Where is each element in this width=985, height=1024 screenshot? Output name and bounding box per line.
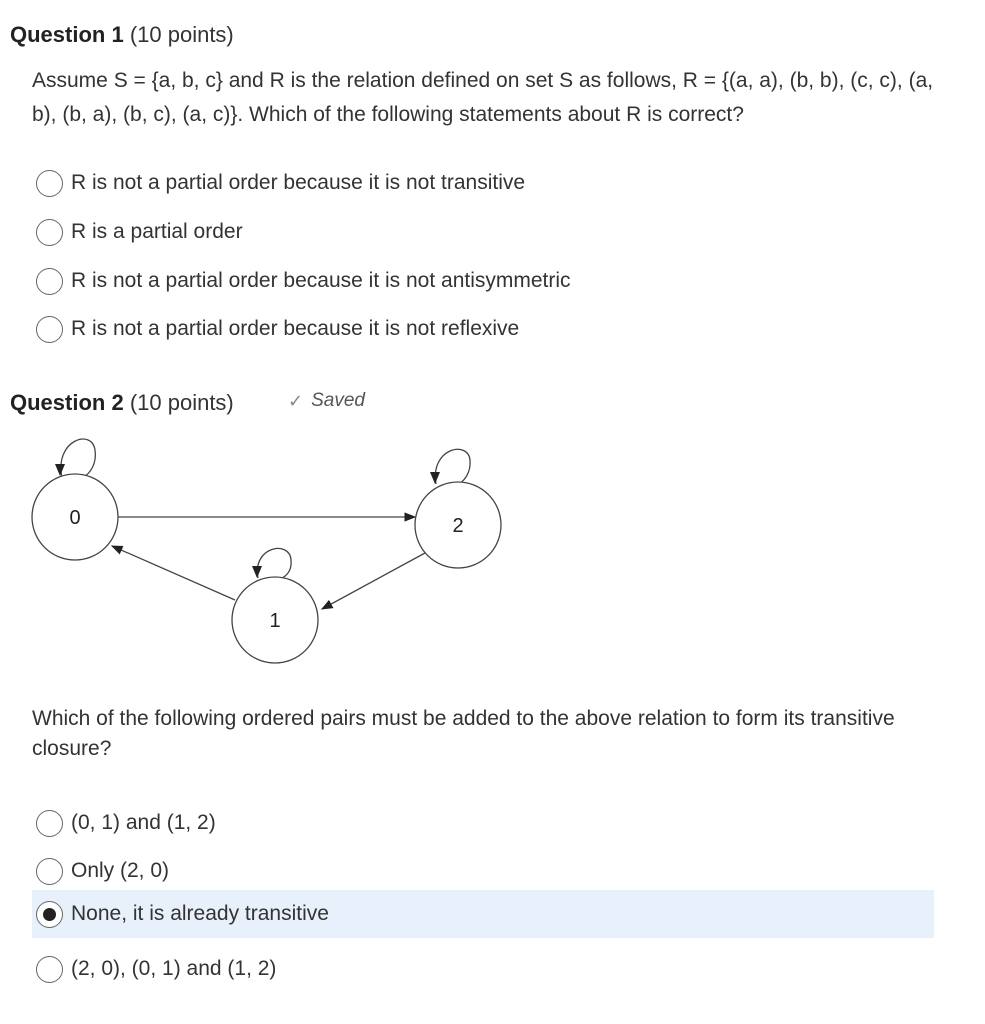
q1-option-1-label: R is not a partial order because it is not transitive xyxy=(71,171,526,194)
q2-option-3[interactable] xyxy=(32,890,934,938)
q1-option-3[interactable] xyxy=(32,257,934,305)
node-1-label: 1 xyxy=(269,610,281,632)
q1-option-4-label: R is not a partial order because it is not reflexive xyxy=(71,317,520,340)
q2-option-3-label: None, it is already transitive xyxy=(71,902,329,925)
q2-option-4-label: (2, 0), (0, 1) and (1, 2) xyxy=(71,957,277,980)
self-loop-0 xyxy=(61,439,95,478)
q2-option-1[interactable] xyxy=(32,799,934,847)
self-loop-0-arrow xyxy=(55,464,65,476)
q1-option-2[interactable] xyxy=(32,208,934,256)
node-2-label: 2 xyxy=(452,515,464,537)
radio-button[interactable] xyxy=(36,858,63,885)
radio-button-selected[interactable] xyxy=(36,901,63,928)
q2-option-1-label: (0, 1) and (1, 2) xyxy=(71,811,216,834)
q1-option-1[interactable] xyxy=(32,159,934,207)
saved-status xyxy=(288,390,365,412)
question-2-label: Question 2 xyxy=(10,390,124,415)
question-1-label: Question 1 xyxy=(10,22,124,47)
radio-button[interactable] xyxy=(36,316,63,343)
question-1-points: (10 points) xyxy=(129,22,234,47)
question-2-prompt: Which of the following ordered pairs must be added to the above relation to form its transitive closure? xyxy=(32,707,895,760)
radio-dot-icon xyxy=(43,908,56,921)
self-loop-2 xyxy=(435,449,470,486)
saved-label: Saved xyxy=(311,390,365,411)
edge-2-1 xyxy=(322,553,425,609)
q1-option-3-label: R is not a partial order because it is not antisymmetric xyxy=(71,269,571,292)
relation-graph xyxy=(0,420,520,670)
radio-button[interactable] xyxy=(36,219,63,246)
q1-option-2-label: R is a partial order xyxy=(71,220,243,243)
q1-option-4[interactable] xyxy=(32,305,934,353)
radio-button[interactable] xyxy=(36,268,63,295)
question-2-points: (10 points) xyxy=(129,390,234,415)
checkmark-icon: ✓ xyxy=(288,390,304,411)
self-loop-1 xyxy=(257,548,291,579)
radio-button[interactable] xyxy=(36,956,63,983)
question-2-title xyxy=(10,390,234,416)
question-1-prompt: Assume S = {a, b, c} and R is the relation defined on set S as follows, R = {(a, a), (b, b), (c, c), (a, b), (b, a), (b, c), (a, c)}. Which of the following statements about R is correct? xyxy=(32,69,934,126)
q2-option-2[interactable] xyxy=(32,847,934,895)
question-1-title xyxy=(10,22,234,48)
q2-option-4[interactable] xyxy=(32,945,934,993)
edge-1-0 xyxy=(112,546,235,600)
radio-button[interactable] xyxy=(36,810,63,837)
self-loop-1-arrow xyxy=(252,566,262,578)
node-0-label: 0 xyxy=(69,507,81,529)
self-loop-2-arrow xyxy=(430,472,440,484)
q2-option-2-label: Only (2, 0) xyxy=(71,859,170,882)
radio-button[interactable] xyxy=(36,170,63,197)
